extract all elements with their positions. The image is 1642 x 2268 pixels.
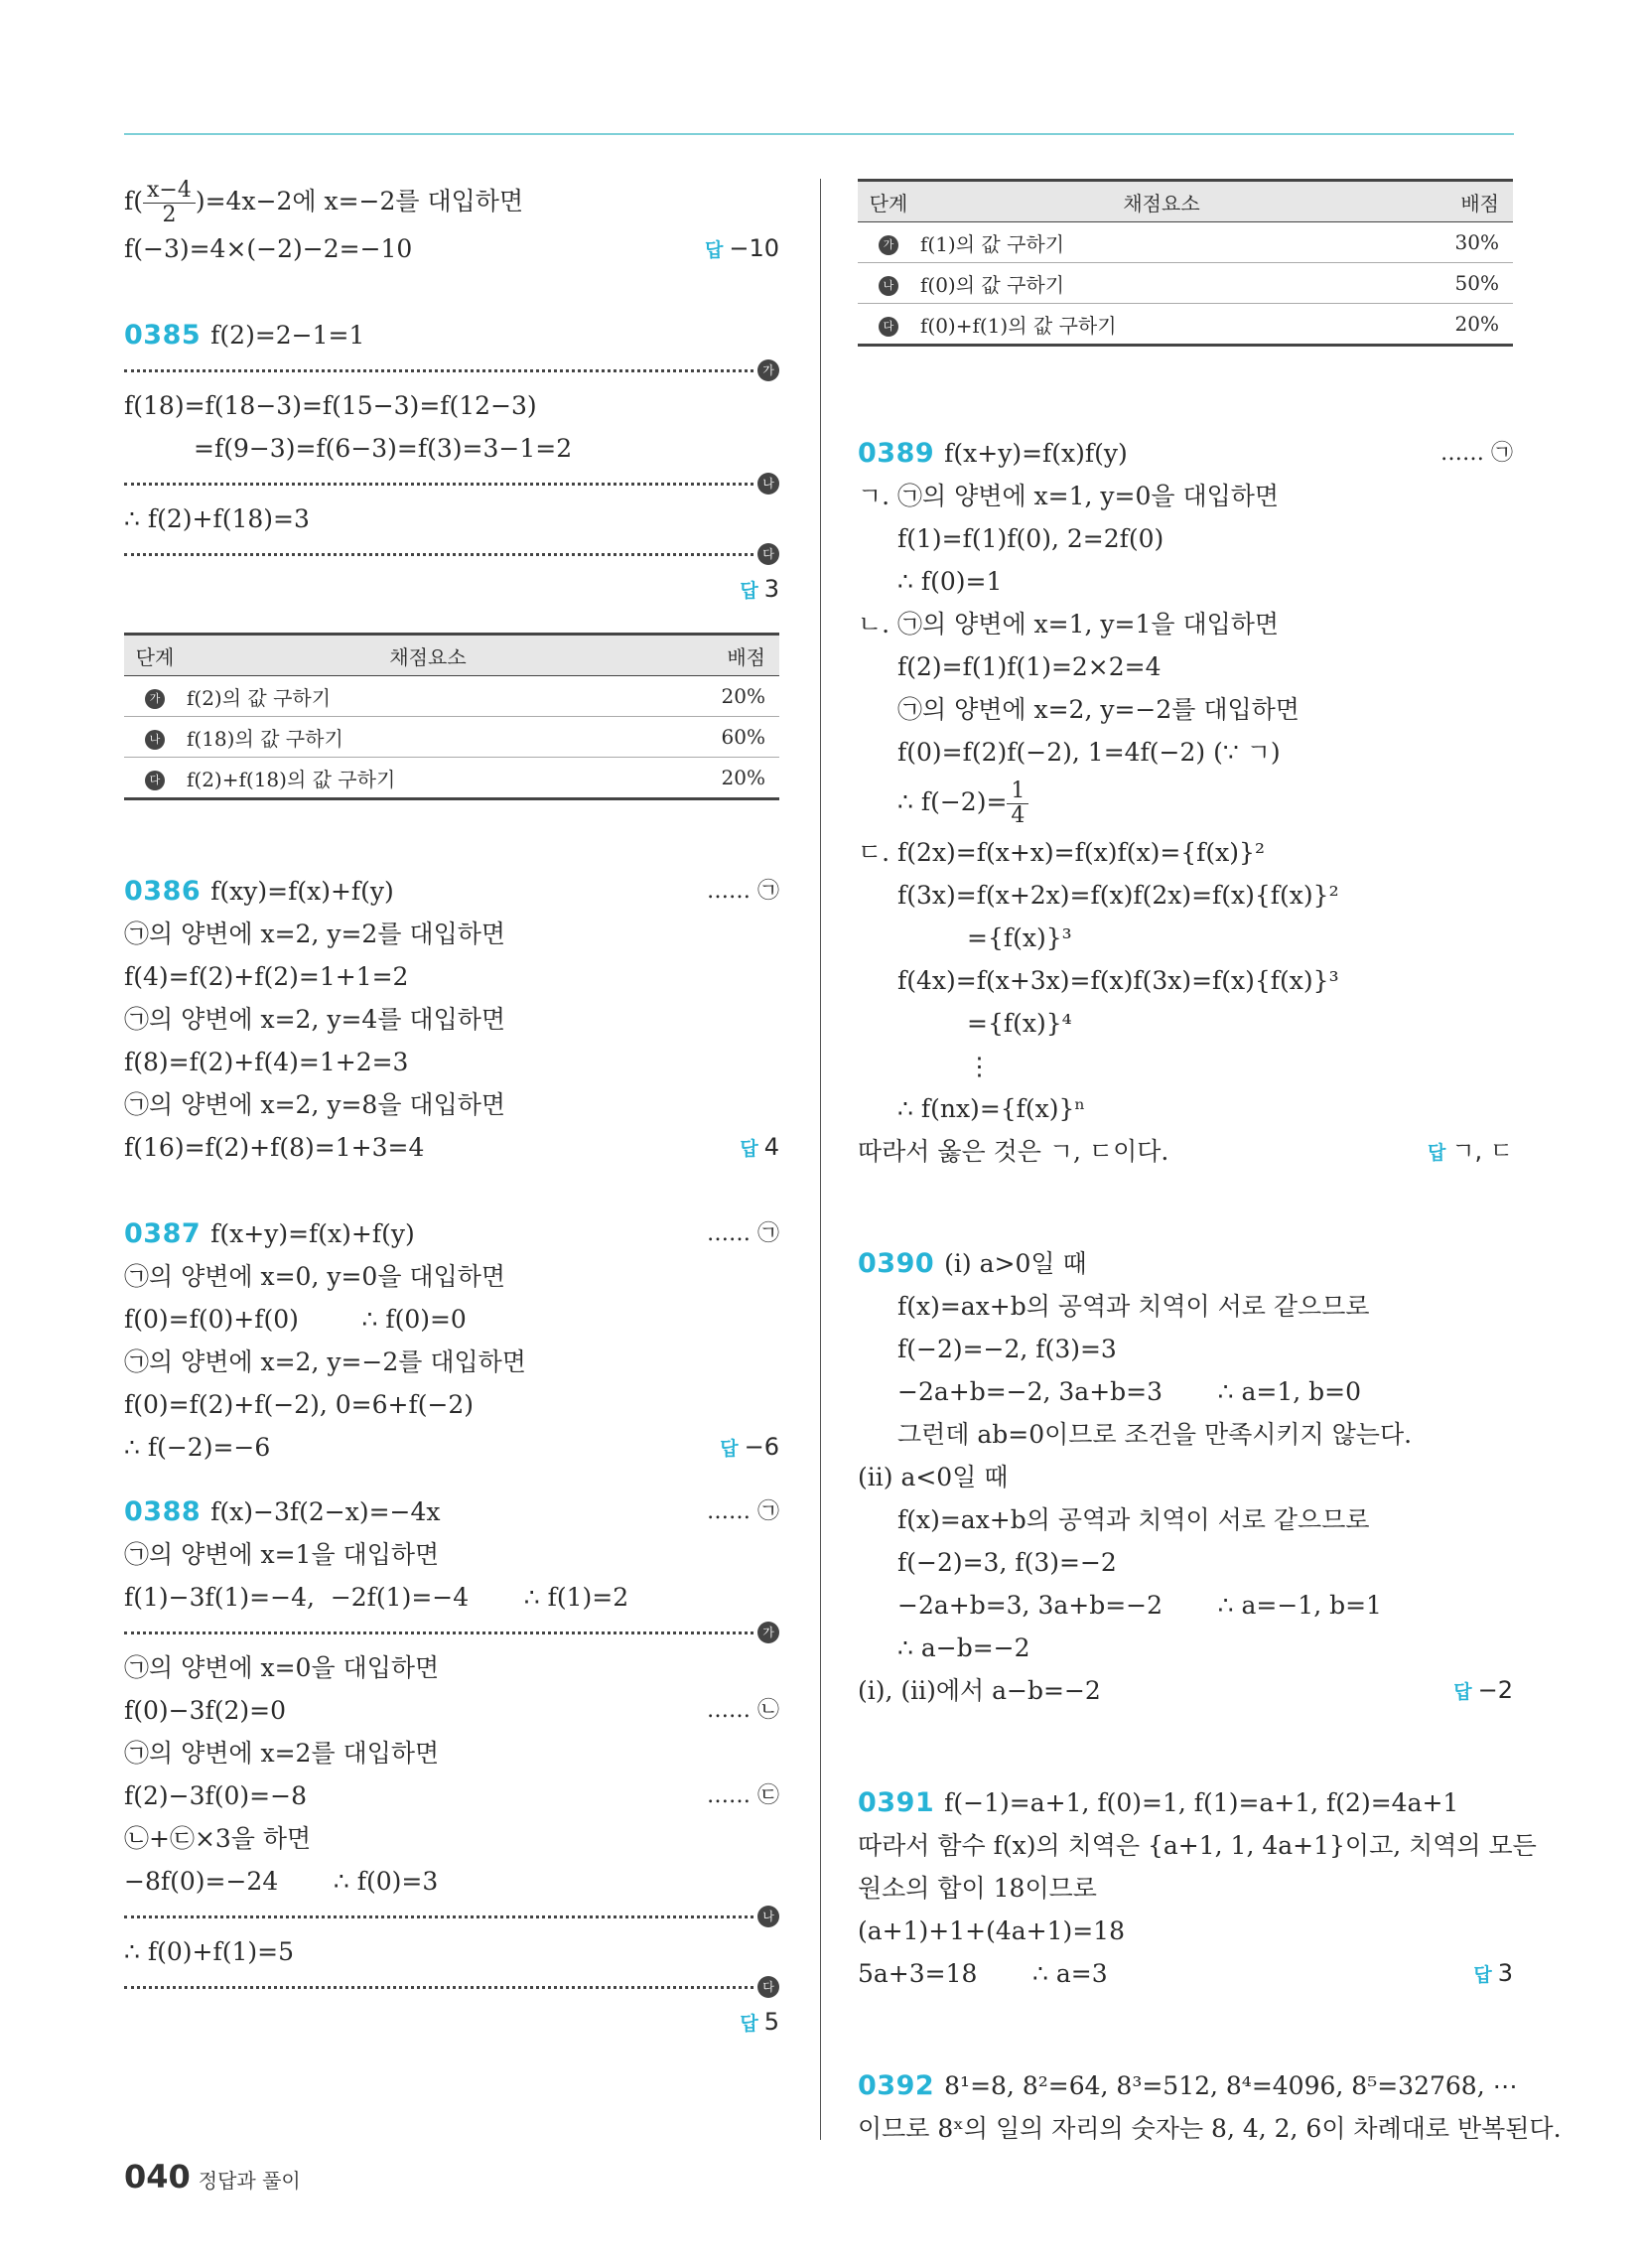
problem-line: f(0)−3f(2)=0 …… ㉡	[124, 1696, 779, 1725]
problem-line: f(4x)=f(x+3x)=f(x)f(3x)=f(x){f(x)}³	[897, 966, 1339, 995]
problem-0388-head: 0388 f(x)−3f(2−x)=−4x …… ㉠	[124, 1496, 779, 1527]
step-badge: 다	[145, 771, 165, 790]
answer: 답 ㄱ, ㄷ	[1428, 1137, 1513, 1165]
step-badge: 나	[757, 1906, 779, 1927]
step-badge: 가	[879, 235, 898, 255]
problem-0390-head: 0390 (i) a>0일 때	[858, 1248, 1087, 1279]
problem-line: 따라서 함수 f(x)의 치역은 {a+1, 1, 4a+1}이고, 치역의 모든	[858, 1831, 1537, 1860]
page-number: 040	[124, 2158, 191, 2196]
table-header-row: 단계 채점요소 배점	[124, 635, 779, 676]
problem-line: f(x)=ax+b의 공역과 치역이 서로 같으므로	[897, 1292, 1370, 1321]
problem-line: ㄱ. ㉠의 양변에 x=1, y=0을 대입하면	[858, 482, 1280, 510]
table-row: 가 f(2)의 값 구하기 20%	[124, 676, 779, 717]
problem-line: ∴ f(0)=1	[897, 567, 1003, 596]
step-divider	[124, 356, 779, 384]
section-label: 정답과 풀이	[198, 2169, 301, 2193]
answer: 답 4	[740, 1133, 779, 1161]
fraction: $\frac{1}{4}$	[1007, 780, 1028, 828]
problem-line: ∴ f(−2)=−6 답 −6	[124, 1426, 779, 1469]
problem-line: ㉠의 양변에 x=2, y=4를 대입하면	[124, 1005, 506, 1034]
right-column	[858, 179, 1562, 2150]
problem-line: 이므로 8ˣ의 일의 자리의 숫자는 8, 4, 2, 6이 차례대로 반복된다.	[858, 2114, 1562, 2143]
problem-line: f(−2)=3, f(3)=−2	[897, 1548, 1117, 1577]
step-badge: 다	[879, 317, 898, 337]
problem-line: f(8)=f(2)+f(4)=1+2=3	[124, 1048, 409, 1076]
problem-line: −2a+b=3, 3a+b=−2 ∴ a=−1, b=1	[897, 1591, 1382, 1620]
step-divider	[124, 1619, 779, 1646]
step-divider	[124, 1973, 779, 2001]
left-column	[124, 179, 779, 2044]
intro-line-2: f(−3)=4×(−2)−2=−10 답 −10	[124, 227, 779, 270]
problem-line: ㉠의 양변에 x=2를 대입하면	[124, 1739, 440, 1768]
step-badge: 다	[757, 1976, 779, 1998]
problem-line: ㉠의 양변에 x=2, y=−2를 대입하면	[124, 1347, 526, 1376]
problem-line: f(x)=ax+b의 공역과 치역이 서로 같으므로	[897, 1505, 1370, 1534]
problem-line: f(1)−3f(1)=−4, −2f(1)=−4 ∴ f(1)=2	[124, 1583, 629, 1612]
problem-line: ∴ a−b=−2	[897, 1633, 1030, 1662]
step-divider	[124, 470, 779, 497]
problem-line: (i), (ii)에서 a−b=−2 답 −2	[858, 1669, 1513, 1712]
problem-line: f(3x)=f(x+2x)=f(x)f(2x)=f(x){f(x)}²	[897, 881, 1339, 910]
problem-0385-answer-line	[124, 568, 779, 611]
problem-line: ㉠의 양변에 x=2, y=2를 대입하면	[124, 920, 506, 948]
problem-line: ㉠의 양변에 x=1을 대입하면	[124, 1540, 440, 1569]
problem-line: 원소의 합이 18이므로	[858, 1874, 1097, 1903]
problem-line: f(16)=f(2)+f(8)=1+3=4 답 4	[124, 1126, 779, 1169]
table-row: 가 f(1)의 값 구하기 30%	[858, 222, 1513, 263]
problem-line: f(2)=f(1)f(1)=2×2=4	[897, 652, 1162, 681]
intro-line-1: f( $\frac{x-4}{2}$ )=4x−2에 x=−2를 대입하면	[124, 178, 524, 227]
problem-line: f(2)−3f(0)=−8 …… ㉢	[124, 1781, 779, 1810]
answer: 답 3	[1473, 1959, 1513, 1987]
problem-line: ={f(x)}⁴	[967, 1009, 1072, 1038]
problem-line: 따라서 옳은 것은 ㄱ, ㄷ이다. 답 ㄱ, ㄷ	[858, 1130, 1513, 1173]
problem-line: f(4)=f(2)+f(2)=1+1=2	[124, 962, 409, 991]
problem-line: f(1)=f(1)f(0), 2=2f(0)	[897, 524, 1164, 553]
answer: 답 3	[740, 575, 779, 603]
problem-line: −8f(0)=−24 ∴ f(0)=3	[124, 1867, 439, 1896]
problem-line: ㉡+㉢×3을 하면	[124, 1824, 312, 1853]
step-badge: 가	[757, 359, 779, 381]
answer: 답 −10	[704, 234, 779, 262]
problem-line: ∴ f(nx)={f(x)}ⁿ	[897, 1094, 1086, 1123]
problem-0392-head: 0392 8¹=8, 8²=64, 8³=512, 8⁴=4096, 8⁵=32768, ⋯	[858, 2070, 1518, 2101]
problem-line: ㉠의 양변에 x=0, y=0을 대입하면	[124, 1262, 506, 1291]
step-badge: 나	[145, 730, 165, 750]
problem-line: ㉠의 양변에 x=0을 대입하면	[124, 1653, 440, 1682]
step-badge: 가	[757, 1622, 779, 1643]
problem-line: −2a+b=−2, 3a+b=3 ∴ a=1, b=0	[897, 1377, 1362, 1406]
problem-line: ∴ f(−2)= $\frac{1}{4}$	[858, 774, 1513, 831]
problem-line: f(0)=f(0)+f(0) ∴ f(0)=0	[124, 1305, 467, 1334]
table-row: 다 f(0)+f(1)의 값 구하기 20%	[858, 304, 1513, 346]
table-header-row: 단계 채점요소 배점	[858, 181, 1513, 222]
problem-0388-answer-line	[124, 2001, 779, 2044]
problem-line: ㄴ. ㉠의 양변에 x=1, y=1을 대입하면	[858, 610, 1280, 638]
problem-line: 그런데 ab=0이므로 조건을 만족시키지 않는다.	[897, 1420, 1413, 1449]
problem-0387-head: 0387 f(x+y)=f(x)+f(y) …… ㉠	[124, 1218, 779, 1249]
problem-line: 5a+3=18 ∴ a=3 답 3	[858, 1952, 1513, 1995]
problem-line: ∴ f(0)+f(1)=5	[124, 1937, 294, 1966]
problem-line: ㉠의 양변에 x=2, y=−2를 대입하면	[897, 695, 1300, 724]
answer: 답 −2	[1453, 1676, 1513, 1704]
problem-0389-head: 0389 f(x+y)=f(x)f(y) …… ㉠	[858, 438, 1513, 469]
step-badge: 다	[757, 543, 779, 565]
step-divider	[124, 1903, 779, 1930]
problem-0385-line: =f(9−3)=f(6−3)=f(3)=3−1=2	[194, 434, 573, 463]
scoring-table	[858, 179, 1513, 347]
step-divider	[124, 540, 779, 568]
problem-line: f(−2)=−2, f(3)=3	[897, 1335, 1117, 1363]
problem-line: f(0)=f(2)+f(−2), 0=6+f(−2)	[124, 1390, 475, 1419]
problem-line: (ii) a<0일 때	[858, 1463, 1009, 1491]
problem-line: ⋮	[967, 1052, 992, 1080]
page-footer	[124, 2158, 301, 2196]
problem-line: ㄷ. f(2x)=f(x+x)=f(x)f(x)={f(x)}²	[858, 838, 1265, 867]
problem-line: f(0)=f(2)f(−2), 1=4f(−2) (∵ ㄱ)	[897, 738, 1281, 767]
problem-line: ㉠의 양변에 x=2, y=8을 대입하면	[124, 1090, 506, 1119]
answer: 답 −6	[720, 1433, 779, 1461]
table-row: 다 f(2)+f(18)의 값 구하기 20%	[124, 758, 779, 799]
header-rule	[124, 133, 1514, 135]
step-badge: 나	[757, 473, 779, 495]
step-badge: 나	[879, 276, 898, 296]
problem-0385-line: ∴ f(2)+f(18)=3	[124, 504, 310, 533]
problem-0386-head: 0386 f(xy)=f(x)+f(y) …… ㉠	[124, 876, 779, 907]
scoring-table	[124, 633, 779, 800]
problem-0385-line: f(18)=f(18−3)=f(15−3)=f(12−3)	[124, 391, 537, 420]
column-divider	[820, 179, 821, 2140]
table-row: 나 f(0)의 값 구하기 50%	[858, 263, 1513, 304]
step-badge: 가	[145, 689, 165, 709]
problem-line: ={f(x)}³	[967, 923, 1072, 952]
problem-0391-head: 0391 f(−1)=a+1, f(0)=1, f(1)=a+1, f(2)=4a+1	[858, 1787, 1459, 1818]
problem-0385-head: 0385 f(2)=2−1=1	[124, 320, 365, 351]
table-row: 나 f(18)의 값 구하기 60%	[124, 717, 779, 758]
fraction: $\frac{x-4}{2}$	[143, 179, 196, 227]
problem-line: (a+1)+1+(4a+1)=18	[858, 1916, 1125, 1945]
answer: 답 5	[740, 2008, 779, 2036]
